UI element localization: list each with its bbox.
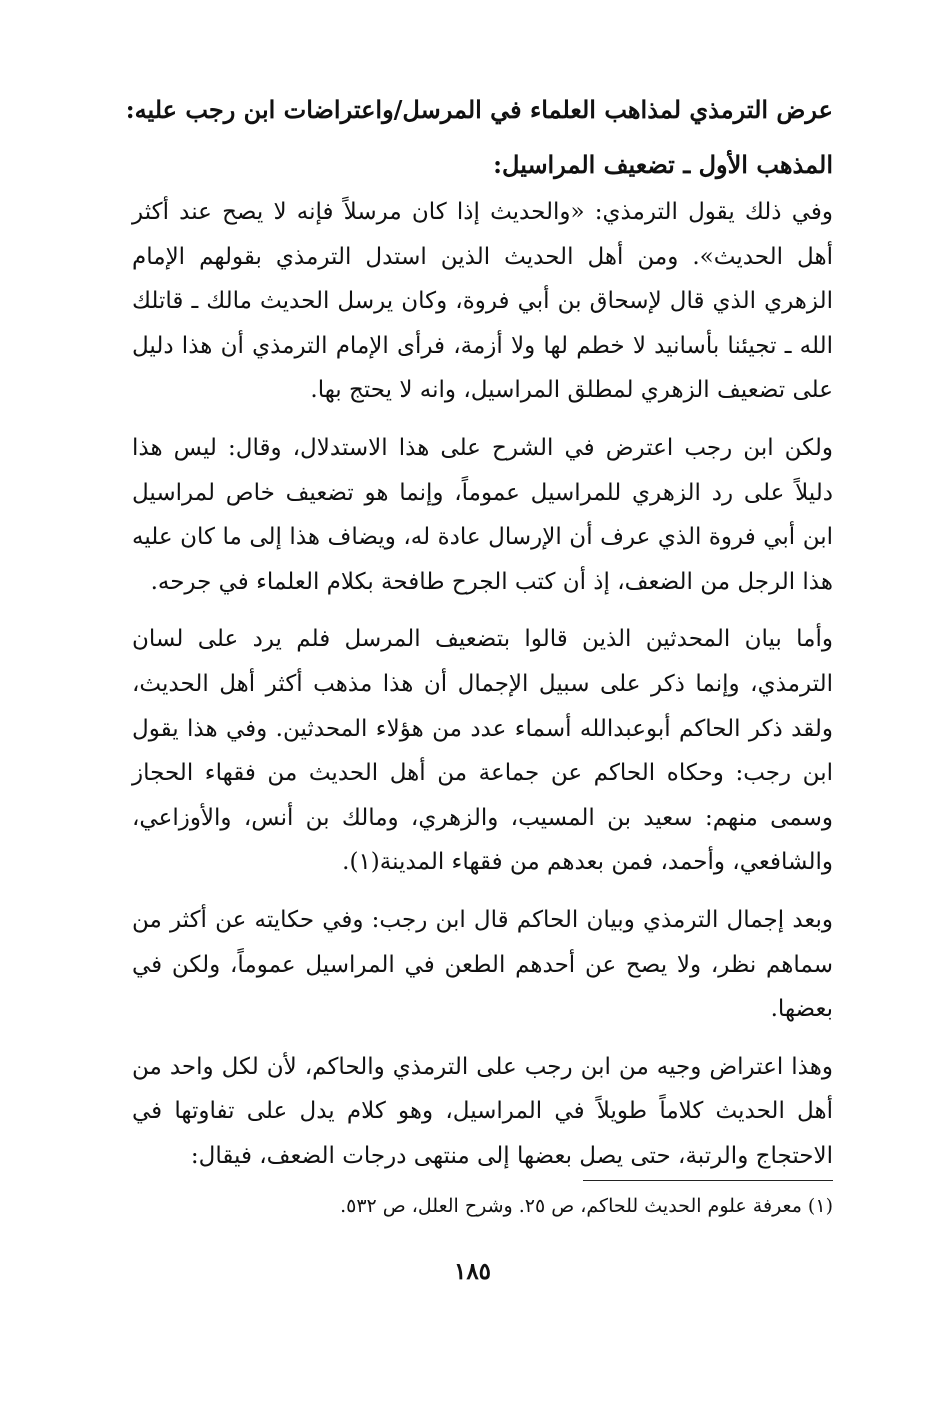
section-heading: عرض الترمذي لمذاهب العلماء في المرسل/واعتراضات ابن رجب عليه: (125, 95, 833, 124)
page-number: ١٨٥ (453, 1258, 492, 1285)
paragraph-1: وفي ذلك يقول الترمذي: «والحديث إذا كان مرسلاً فإنه لا يصح عند أكثر أهل الحديث». ومن أهل الحديث الذين استدل الترمذي بقولهم الإمام الزهري الذي قال لإسحاق بن أبي فروة، وكان يرسل الحديث مالك ـ قاتلك الله ـ تجيئنا بأسانيد لا خطم لها ولا أزمة، فرأى الإمام الترمذي أن هذا دليل على تضعيف الزهري لمطلق المراسيل، وانه لا يحتج بها. (132, 199, 833, 404)
footnote: (١) معرفة علوم الحديث للحاكم، ص ٢٥. وشرح العلل، ص ٥٣٢. (340, 1195, 833, 1217)
paragraph-2: ولكن ابن رجب اعترض في الشرح على هذا الاستدلال، وقال: ليس هذا دليلاً على رد الزهري للمراسيل عموماً، وإنما هو تضعيف خاص لمراسيل ابن أبي فروة الذي عرف أن الإرسال عادة له، ويضاف هذا إلى ما كان عليه هذا الرجل من الضعف، إذ أن كتب الجرح طافحة بكلام العلماء في جرحه. (132, 434, 833, 595)
footnote-divider (583, 1180, 833, 1181)
paragraph-4: وبعد إجمال الترمذي وبيان الحاكم قال ابن رجب: وفي حكايته عن أكثر من سماهم نظر، ولا يصح عن أحدهم الطعن في المراسيل عموماً، ولكن في بعضها. (132, 906, 833, 1023)
paragraph-5: وهذا اعتراض وجيه من ابن رجب على الترمذي والحاكم، لأن لكل واحد من أهل الحديث كلاماً طويلاً في المراسيل، وهو كلام يدل على تفاوتها في الاحتجاج والرتبة، حتى يصل بعضها إلى منتهى درجات الضعف، فيقال: (132, 1053, 833, 1169)
subsection-heading: المذهب الأول ـ تضعيف المراسيل: (493, 150, 833, 179)
body-text (132, 190, 833, 1191)
paragraph-3: وأما بيان المحدثين الذين قالوا بتضعيف المرسل فلم يرد على لسان الترمذي، وإنما ذكر على سبيل الإجمال أن هذا مذهب أكثر أهل الحديث، ولقد ذكر الحاكم أبوعبدالله أسماء عدد من هؤلاء المحدثين. وفي هذا يقول ابن رجب: وحكاه الحاكم عن جماعة من أهل الحديث من فقهاء الحجاز وسمى منهم: سعيد بن المسيب، والزهري، ومالك بن أنس، والأوزاعي، والشافعي، وأحمد، فمن بعدهم من فقهاء المدينة(١). (132, 626, 833, 876)
